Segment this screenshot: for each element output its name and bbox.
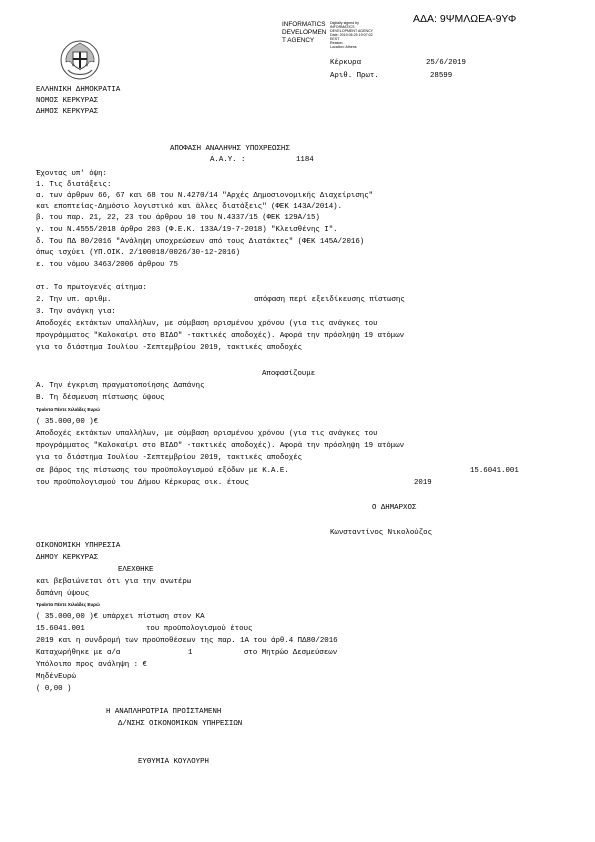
deputy-head-name: ΕΥΘΥΜΙΑ ΚΟΥΛΟΥΡΗ (138, 758, 209, 766)
body-line-12: 3. Την ανάγκη για: (36, 308, 116, 316)
deputy-head-department: Δ/ΝΣΗΣ ΟΙΚΟΝΟΜΙΚΩΝ ΥΠΗΡΕΣΙΩΝ (118, 720, 243, 728)
body-line-07: δ. Του ΠΔ 80/2016 "Ανάληψη υποχρεώσεων από τους Διατάκτες" (ΦΕΚ 145Α/2016) (36, 238, 365, 246)
amount-in-words: Τριάντα Πέντε Χιλιάδες Ευρώ (36, 407, 100, 412)
finance-line-11: ΜηδένΕυρώ (36, 673, 76, 681)
agency-name-line3: T AGENCY (282, 37, 315, 44)
signature-detail-5: EEST (330, 37, 340, 41)
body-line-23a: σε βάρος της πίστωσης του προϋπολογισμού εξόδων με Κ.Α.Ε. (36, 467, 289, 475)
finance-line-09b: 1 (188, 649, 193, 657)
finance-line-12: ( 0,00 ) (36, 685, 72, 693)
deputy-head-title: Η ΑΝΑΠΛΗΡΩΤΡΙΑ ΠΡΟΪΣΤΑΜΕΝΗ (106, 708, 222, 716)
body-line-11a: 2. Την υπ. αριθμ. (36, 296, 112, 304)
body-line-21: προγράμματος "Καλοκαίρι στο ΒΙΔΟ" -τακτικές αποδοχές). Αφορά την πρόσληψη 19 ατόμων (36, 442, 405, 450)
decision-heading: Αποφασίζουμε (262, 370, 316, 378)
body-line-02: 1. Τις διατάξεις: (36, 181, 112, 189)
fiscal-year: 2019 (414, 479, 432, 487)
document-title: ΑΠΟΦΑΣΗ ΑΝΑΛΗΨΗΣ ΥΠΟΧΡΕΩΣΗΣ (170, 145, 290, 153)
finance-line-01: ΟΙΚΟΝΟΜΙΚΗ ΥΠΗΡΕΣΙΑ (36, 542, 121, 550)
finance-line-06: ( 35.000,00 )€ υπάρχει πίστωση στον ΚΑ (36, 613, 205, 621)
mayor-title: Ο ΔΗΜΑΡΧΟΣ (372, 504, 417, 512)
kae-code: 15.6041.001 (470, 467, 519, 475)
signature-detail-3: DEVELOPMENT AGENCY (330, 29, 374, 33)
body-line-14: προγράμματος "Καλοκαίρι στο ΒΙΔΟ" -τακτικές αποδοχές). Αφορά την πρόσληψη 19 ατόμων (36, 332, 405, 340)
finance-line-05: δαπάνη ύψους (36, 590, 90, 598)
aay-number: 1184 (296, 156, 314, 164)
body-line-08: όπως ισχύει (ΥΠ.ΟΙΚ. 2/100018/0026/30-12-2016) (36, 249, 241, 257)
coat-of-arms-icon (60, 40, 100, 80)
finance-line-09c: στο Μητρώο Δεσμεύσεων (244, 649, 338, 657)
amount-value: ( 35.000,00 )€ (36, 418, 99, 426)
body-line-22: για το διάστημα Ιουλίου -Σεπτεμβρίου 2019, τακτικές αποδοχές (36, 454, 303, 462)
header-place: Κέρκυρα (330, 59, 362, 67)
body-line-03: α. των άρθρων 66, 67 και 68 του Ν.4270/14 "Αρχές Δημοσιονομικής Διαχείρισης" (36, 192, 374, 200)
finance-line-08: 2019 και η συνδρομή των προϋποθέσεων της παρ. 1Α του άρθ.4 ΠΔ80/2016 (36, 637, 338, 645)
finance-line-07b: του προϋπολογισμού έτους (146, 625, 253, 633)
signature-detail-6: Reason: (330, 41, 344, 45)
org-line-2: ΝΟΜΟΣ ΚΕΡΚΥΡΑΣ (36, 97, 99, 105)
finance-kae: 15.6041.001 (36, 625, 85, 633)
finance-checked: ΕΛΕΧΘΗΚΕ (118, 566, 154, 574)
body-line-18: Β. Τη δέσμευση πίστωσης ύψους (36, 394, 165, 402)
body-line-01: Έχοντας υπ' όψη: (36, 170, 107, 178)
signature-detail-4: Date: 2019.06.25 19:07:02 (330, 33, 373, 37)
body-line-06: γ. του Ν.4555/2018 άρθρο 203 (Φ.Ε.Κ. 133Α/19-7-2018) "Κλεισθένης Ι". (36, 226, 338, 234)
agency-name-line2: DEVELOPMEN (282, 29, 327, 36)
finance-line-09a: Καταχωρήθηκε με α/α (36, 649, 121, 657)
finance-amount-words: Τριάντα Πέντε Χιλιάδες Ευρώ (36, 602, 100, 607)
body-line-24a: του προϋπολογισμού του Δήμου Κέρκυρας οικ. έτους (36, 479, 249, 487)
body-line-13: Αποδοχές εκτάκτων υπαλλήλων, με σύμβαση ορισμένου χρόνου (για τις ανάγκες του (36, 320, 378, 328)
signature-detail-2: INFORMATICS (330, 25, 355, 29)
body-line-09: ε. του νόμου 3463/2006 άρθρου 75 (36, 261, 178, 269)
body-line-10: στ. Το πρωτογενές αίτημα: (36, 284, 147, 292)
body-line-20: Αποδοχές εκτάκτων υπαλλήλων, με σύμβαση ορισμένου χρόνου (για τις ανάγκες του (36, 430, 378, 438)
protocol-number: 28599 (430, 72, 453, 80)
mayor-name: Κωνσταντίνος Νικολούζος (330, 529, 433, 537)
finance-line-04: και βεβαιώνεται ότι για την ανωτέρω (36, 578, 192, 586)
signature-detail-1: Digitally signed by (330, 21, 359, 25)
body-line-15: για το διάστημα Ιουλίου -Σεπτεμβρίου 2019, τακτικές αποδοχές (36, 344, 303, 352)
agency-name-line1: INFORMATICS (282, 21, 326, 28)
aay-label: Α.Α.Υ. : (210, 156, 246, 164)
org-line-1: ΕΛΛΗΝΙΚΗ ΔΗΜΟΚΡΑΤΙΑ (36, 86, 121, 94)
ada-code: ΑΔΑ: 9ΨΜΛΩΕΑ-9ΥΦ (413, 13, 517, 25)
signature-detail-7: Location: Athens (330, 45, 357, 49)
body-line-17: Α. Την έγκριση πραγματοποίησης Δαπάνης (36, 382, 205, 390)
finance-line-02: ΔΗΜΟΥ ΚΕΡΚΥΡΑΣ (36, 554, 99, 562)
body-line-05: β. του παρ. 21, 22, 23 του άρθρου 10 του Ν.4337/15 (ΦΕΚ 129Α/15) (36, 214, 320, 222)
org-line-3: ΔΗΜΟΣ ΚΕΡΚΥΡΑΣ (36, 108, 99, 116)
protocol-label: Αριθ. Πρωτ. (330, 72, 379, 80)
header-date: 25/6/2019 (426, 59, 466, 67)
finance-line-10: Υπόλοιπο προς ανάληψη : € (36, 661, 147, 669)
body-line-11b: απόφαση περί εξειδίκευσης πίστωσης (254, 296, 405, 304)
body-line-04: και εποπτείας-Δημόσιο λογιστικό και άλλες διατάξεις" (ΦΕΚ 143Α/2014). (36, 203, 343, 211)
